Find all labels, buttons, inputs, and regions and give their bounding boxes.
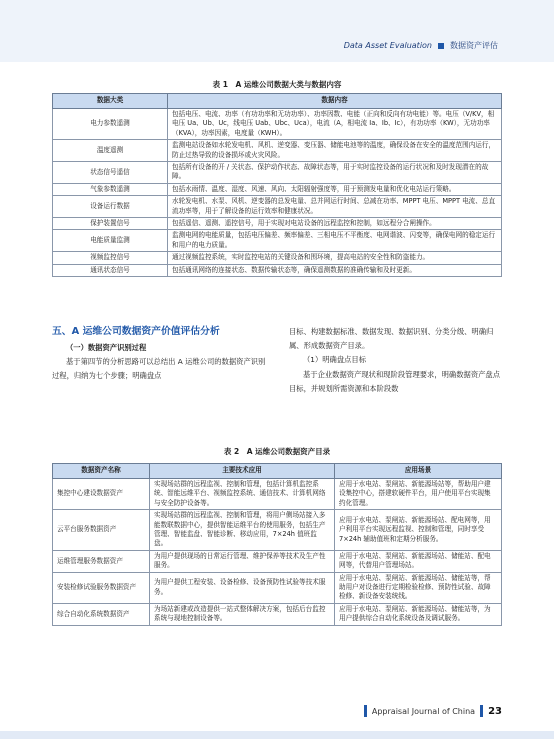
table1-cell-content: 包括遥信、遥测、遥控信号，用于实现对电站设备的远程监控和控制，如远程分合闸操作。 bbox=[168, 218, 502, 230]
table2-cell-scene: 应用于水电站、泵闸站、新能源场站、储能站、配电网等，代替用户管理场站。 bbox=[335, 550, 502, 572]
table1-cell-category: 通讯状态信号 bbox=[53, 264, 168, 276]
table-row bbox=[53, 196, 502, 218]
table2-cell-tech: 为用户提供现场的日常运行管理、维护保养等技术及生产性服务。 bbox=[150, 550, 335, 572]
table-row bbox=[53, 603, 502, 625]
table-row bbox=[53, 479, 502, 510]
table2 bbox=[52, 463, 502, 626]
header-square-icon bbox=[438, 43, 444, 49]
table2-cell-tech: 为用户提供工程安装、设备检修、设备预防性试验等技术服务。 bbox=[150, 572, 335, 603]
body-left-column bbox=[52, 325, 272, 384]
table1-caption: 表 1 A 运维公司数据大类与数据内容 bbox=[212, 80, 342, 89]
table2-cell-name: 运维管理服务数据资产 bbox=[53, 550, 150, 572]
table-row bbox=[53, 162, 502, 184]
header-en-title: Data Asset Evaluation bbox=[343, 41, 432, 50]
table1-cell-category: 视频监控信号 bbox=[53, 252, 168, 264]
table-row bbox=[53, 252, 502, 264]
table1-cell-content: 监测电站设备如水轮发电机、风机、逆变器、变压器、储能电池等的温度，确保设备在安全的温度范围内运行，防止过热导致的设备损坏或火灾风险。 bbox=[168, 140, 502, 162]
page-footer bbox=[364, 705, 502, 717]
section-heading: 五、A 运维公司数据资产价值评估分析 bbox=[52, 326, 220, 337]
table2-cell-scene: 应用于水电站、泵闸站、新能源场站、储能站等，帮助用户对设备进行定期检验检修、预防性试验、故障检修、新设备安装统线。 bbox=[335, 572, 502, 603]
table-row bbox=[53, 218, 502, 230]
table1-cell-content: 包括通讯网络的连接状态、数据传输状态等，确保遥测数据的准确传输和及时更新。 bbox=[168, 264, 502, 276]
table2-cell-scene: 应用于水电站、泵闸站、新能源场站、储能站等，为用户提供综合自动化系统设备及调试服务。 bbox=[335, 603, 502, 625]
footer-journal: Appraisal Journal of China bbox=[371, 706, 476, 716]
header-cn-title: 数据资产评估 bbox=[450, 41, 498, 50]
subsection-heading: （一）数据资产识别过程 bbox=[66, 343, 147, 352]
page-number: 23 bbox=[488, 705, 502, 717]
body-paragraph: 目标、构建数据标准、数据发现、数据识别、分类分级、明确归属、形成数据资产目录。 bbox=[289, 327, 494, 351]
table1-header-category: 数据大类 bbox=[53, 94, 168, 109]
table1 bbox=[52, 93, 502, 277]
body-right-column bbox=[289, 325, 503, 396]
table2-header-name: 数据资产名称 bbox=[53, 464, 150, 479]
table1-cell-content: 水轮发电机、水泵、风机、逆变器的总发电量、总并网运行时间、总减在功率、MPPT 电压、MPPT 电流、总直流功率等，用于了解设备的运行效率和健康状况。 bbox=[168, 196, 502, 218]
subsection-heading: （1）明确盘点目标 bbox=[303, 355, 367, 365]
header-band bbox=[0, 0, 554, 62]
table1-cell-content: 包括电压、电流、功率（有功功率和无功功率）、功率因数、电能（正向和反向有功电能）等。电压（V/KV，相电压 Ua、Ub、Uc，线电压 Uab、Ubc、Uca），电流（A，相电流 Ia、Ib、Ic），有功功率（KW），无功功率（KVA），功率因素，电度量（KWH）。 bbox=[168, 109, 502, 140]
running-header bbox=[344, 40, 498, 51]
table-row bbox=[53, 109, 502, 140]
table1-cell-content: 包括水雨情、温度、湿度、风速、风向、太阳辐射强度等，用于预测发电量和优化电站运行策略。 bbox=[168, 183, 502, 195]
table2-cell-name: 云平台服务数据资产 bbox=[53, 510, 150, 551]
table1-cell-category: 电力参数遥测 bbox=[53, 109, 168, 140]
table2-cell-tech: 实现场站群的远程监视、控制和管理，将用户侧场站接入多能数联数据中心，提供智能运维平台的使用服务，包括生产管理、智能监盘、智能诊断、移动应用，7×24h 值班监盘。 bbox=[150, 510, 335, 551]
table2-header-scene: 应用场景 bbox=[335, 464, 502, 479]
body-paragraph: 基于第四节的分析思路可以总结出 A 运维公司的数据资产识别过程，归纳为七个步骤；明确盘点 bbox=[52, 357, 266, 381]
table-row bbox=[53, 572, 502, 603]
table-row bbox=[53, 230, 502, 252]
table1-cell-content: 监测电网的电能质量，包括电压偏差、频率偏差、三相电压不平衡度、电网谐波、闪变等，确保电网的稳定运行和用户的电力质量。 bbox=[168, 230, 502, 252]
table1-cell-category: 气象参数遥测 bbox=[53, 183, 168, 195]
table-row bbox=[53, 264, 502, 276]
table-row bbox=[53, 140, 502, 162]
table1-cell-category: 设备运行数据 bbox=[53, 196, 168, 218]
table1-cell-category: 电能质量监测 bbox=[53, 230, 168, 252]
table2-cell-tech: 实现场站群的远程监视、控制和管理，包括计算机监控系统、智能远维平台、视频监控系统、通信技术、计算机网络与安全防护设备等。 bbox=[150, 479, 335, 510]
table-row bbox=[53, 510, 502, 551]
bottom-band bbox=[0, 731, 554, 739]
table1-header-content: 数据内容 bbox=[168, 94, 502, 109]
table2-cell-tech: 为场站新建或改造提供一站式整体解决方案，包括后台监控系统与现地控制设备等。 bbox=[150, 603, 335, 625]
table2-cell-name: 集控中心建设数据资产 bbox=[53, 479, 150, 510]
table1-cell-category: 保护装置信号 bbox=[53, 218, 168, 230]
table1-cell-content: 通过视频监控系统，实时监控电站的关键设备和围环境，提高电站的安全性和防盗能力。 bbox=[168, 252, 502, 264]
table1-cell-content: 包括所有设备的开 / 关状态、保护动作状态、故障状态等，用于实时监控设备的运行状况和及时发现潜在的故障。 bbox=[168, 162, 502, 184]
table2-cell-scene: 应用于水电站、泵闸站、新能源场站、配电网等，用户利用平台实现远程监视、控制和管理，同时享受 7×24h 辅助值班和定期分析服务。 bbox=[335, 510, 502, 551]
footer-bar-icon bbox=[364, 705, 367, 717]
body-paragraph: 基于企业数据资产现状和现阶段管理要求，明确数据资产盘点目标，并规划所需资源和本阶段数 bbox=[289, 369, 501, 393]
table2-caption: 表 2 A 运维公司数据资产目录 bbox=[223, 447, 331, 456]
table2-cell-scene: 应用于水电站、泵闸站、新能源场站等，帮助用户建设集控中心，搭建软硬件平台，用户使用平台实现集约化管理。 bbox=[335, 479, 502, 510]
table1-cell-category: 温度遥测 bbox=[53, 140, 168, 162]
table-row bbox=[53, 550, 502, 572]
table1-header-row bbox=[53, 94, 502, 109]
table1-cell-category: 状态信号遥信 bbox=[53, 162, 168, 184]
table2-cell-name: 安装检修试验服务数据资产 bbox=[53, 572, 150, 603]
table2-header-tech: 主要技术应用 bbox=[150, 464, 335, 479]
table2-cell-name: 综合自动化系统数据资产 bbox=[53, 603, 150, 625]
table2-header-row bbox=[53, 464, 502, 479]
footer-bar-icon bbox=[480, 705, 483, 717]
table-row bbox=[53, 183, 502, 195]
